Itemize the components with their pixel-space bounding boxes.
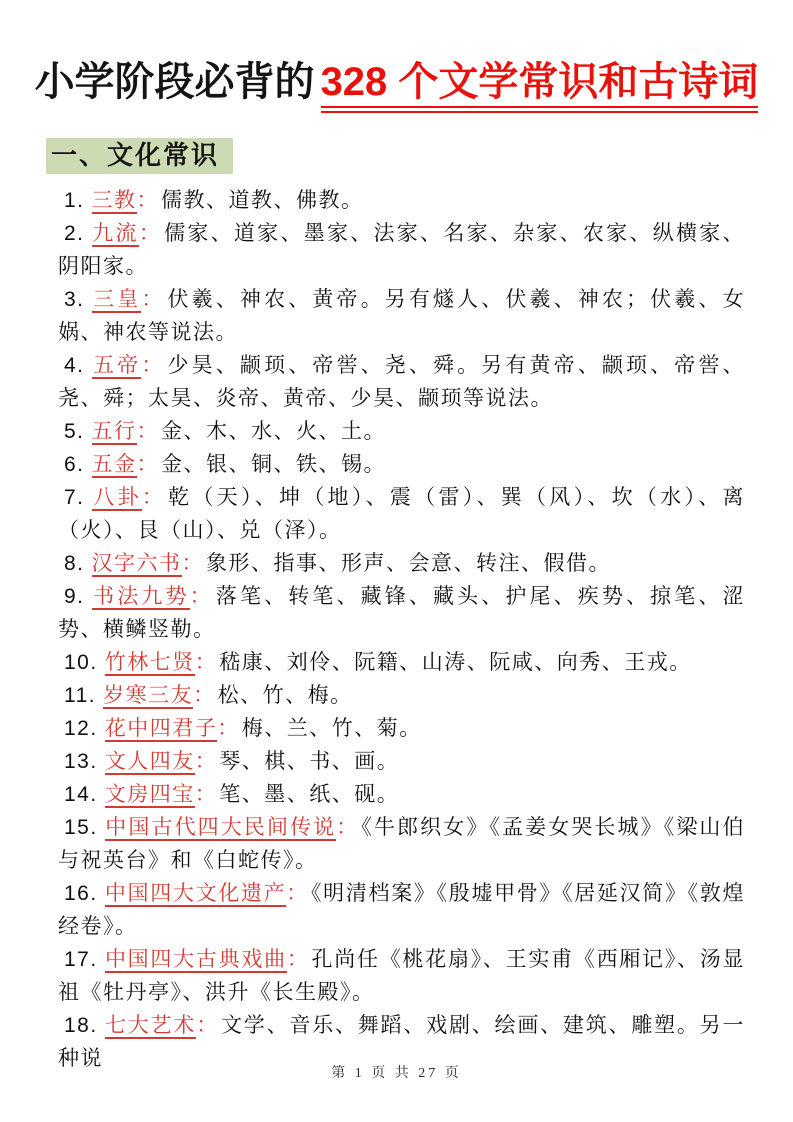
list-item xyxy=(58,712,745,745)
item-colon: ： xyxy=(141,288,166,311)
item-text: 儒教、道教、佛教。 xyxy=(161,189,364,212)
section-heading: 一、文化常识 xyxy=(46,138,233,174)
list-item xyxy=(58,448,745,481)
item-colon: ： xyxy=(141,486,167,509)
item-colon: ： xyxy=(136,420,160,443)
item-text: 孔尚任《桃花扇》、王实甫《西厢记》、汤显祖《牡丹亭》、洪升《长生殿》。 xyxy=(58,948,745,1004)
list-item xyxy=(58,349,745,415)
list-item xyxy=(58,778,745,811)
item-colon: ： xyxy=(194,750,218,773)
list-item xyxy=(58,679,745,712)
item-term: 五帝 xyxy=(91,354,142,377)
list-item xyxy=(58,547,745,580)
item-number: 5. xyxy=(64,420,85,443)
item-term: 岁寒三友 xyxy=(103,684,194,707)
item-number: 12. xyxy=(64,717,98,740)
item-term: 汉字六书 xyxy=(91,552,182,575)
item-term: 七大艺术 xyxy=(104,1014,197,1037)
item-text: 落笔、转笔、藏锋、藏头、护尾、疾势、掠笔、涩势、横鳞竖勒。 xyxy=(58,585,746,641)
item-number: 9. xyxy=(64,585,85,608)
item-text: 琴、棋、书、画。 xyxy=(219,750,400,773)
item-text: 少昊、颛顼、帝喾、尧、舜。另有黄帝、颛顼、帝喾、尧、舜；太昊、炎帝、黄帝、少昊、颛顼等说法。 xyxy=(58,354,746,410)
item-number: 8. xyxy=(64,552,85,575)
item-number: 1. xyxy=(64,189,85,212)
item-text: 笔、墨、纸、砚。 xyxy=(219,783,400,806)
item-term: 文房四宝 xyxy=(104,783,195,806)
item-colon: ： xyxy=(286,882,309,905)
section-heading-row xyxy=(0,108,793,174)
item-number: 18. xyxy=(64,1014,98,1037)
item-colon: ： xyxy=(193,684,216,707)
item-term: 花中四君子 xyxy=(104,717,218,740)
item-text: 《牛郎织女》《孟姜女哭长城》《梁山伯与祝英台》和《白蛇传》。 xyxy=(58,816,746,872)
item-term: 三皇 xyxy=(91,288,142,311)
list-item xyxy=(58,877,745,943)
item-number: 4. xyxy=(64,354,85,377)
page-title xyxy=(0,56,793,108)
item-text: 《明清档案》《殷墟甲骨》《居延汉简》《敦煌经卷》。 xyxy=(58,882,746,938)
list-item xyxy=(58,745,745,778)
page-title-black-part: 小学阶段必背的 xyxy=(34,60,315,104)
item-term: 中国古代四大民间传说 xyxy=(104,816,337,839)
item-term: 八卦 xyxy=(91,486,142,509)
item-number: 15. xyxy=(64,816,98,839)
item-number: 6. xyxy=(64,453,85,476)
item-colon: ： xyxy=(336,816,360,839)
list-item xyxy=(58,415,745,448)
item-number: 3. xyxy=(64,288,85,311)
item-term: 竹林七贤 xyxy=(104,651,195,674)
list-item xyxy=(58,481,745,547)
item-text: 松、竹、梅。 xyxy=(217,684,353,707)
item-colon: ： xyxy=(136,453,160,476)
item-term: 九流 xyxy=(91,222,139,245)
item-colon: ： xyxy=(141,354,166,377)
item-colon: ： xyxy=(181,552,205,575)
item-text: 梅、兰、竹、菊。 xyxy=(241,717,422,740)
item-term: 书法九势 xyxy=(91,585,190,608)
item-number: 2. xyxy=(64,222,85,245)
item-colon: ： xyxy=(217,717,240,740)
list-item xyxy=(58,943,745,1009)
item-term: 中国四大古典戏曲 xyxy=(104,948,287,971)
item-colon: ： xyxy=(189,585,214,608)
item-term: 五金 xyxy=(91,453,137,476)
item-colon: ： xyxy=(196,1014,219,1037)
item-number: 17. xyxy=(64,948,98,971)
list-item xyxy=(58,283,745,349)
item-colon: ： xyxy=(138,222,163,245)
item-text: 乾（天）、坤（地）、震（雷）、巽（风）、坎（水）、离（火）、艮（山）、兑（泽）。 xyxy=(58,486,746,542)
item-number: 7. xyxy=(64,486,85,509)
item-term: 三教 xyxy=(91,189,137,212)
item-text: 儒家、道家、墨家、法家、名家、杂家、农家、纵横家、阴阳家。 xyxy=(58,222,746,278)
item-colon: ： xyxy=(286,948,310,971)
item-number: 11. xyxy=(64,684,97,707)
item-text: 象形、指事、形声、会意、转注、假借。 xyxy=(206,552,612,575)
item-term: 中国四大文化遗产 xyxy=(104,882,287,905)
item-number: 13. xyxy=(64,750,98,773)
item-text: 伏羲、神农、黄帝。另有燧人、伏羲、神农；伏羲、女娲、神农等说法。 xyxy=(58,288,746,344)
item-text: 金、木、水、火、土。 xyxy=(161,420,387,443)
item-number: 16. xyxy=(64,882,98,905)
item-colon: ： xyxy=(136,189,160,212)
page-footer: 第 1 页 共 27 页 xyxy=(331,1066,462,1081)
list-item xyxy=(58,811,745,877)
item-colon: ： xyxy=(194,651,218,674)
item-term: 五行 xyxy=(91,420,137,443)
item-number: 14. xyxy=(64,783,98,806)
list-item xyxy=(58,646,745,679)
item-text: 嵇康、刘伶、阮籍、山涛、阮咸、向秀、王戎。 xyxy=(219,651,692,674)
item-text: 文学、音乐、舞蹈、戏剧、绘画、建筑、雕塑。另一种说 xyxy=(58,1014,746,1070)
list-item xyxy=(58,184,745,217)
item-text: 金、银、铜、铁、锡。 xyxy=(161,453,387,476)
list-item xyxy=(58,217,745,283)
item-list xyxy=(58,184,745,1075)
list-item xyxy=(58,580,745,646)
item-number: 10. xyxy=(64,651,98,674)
item-colon: ： xyxy=(194,783,218,806)
page-title-red-part: 328 个文学常识和古诗词 xyxy=(321,60,759,113)
item-term: 文人四友 xyxy=(104,750,195,773)
